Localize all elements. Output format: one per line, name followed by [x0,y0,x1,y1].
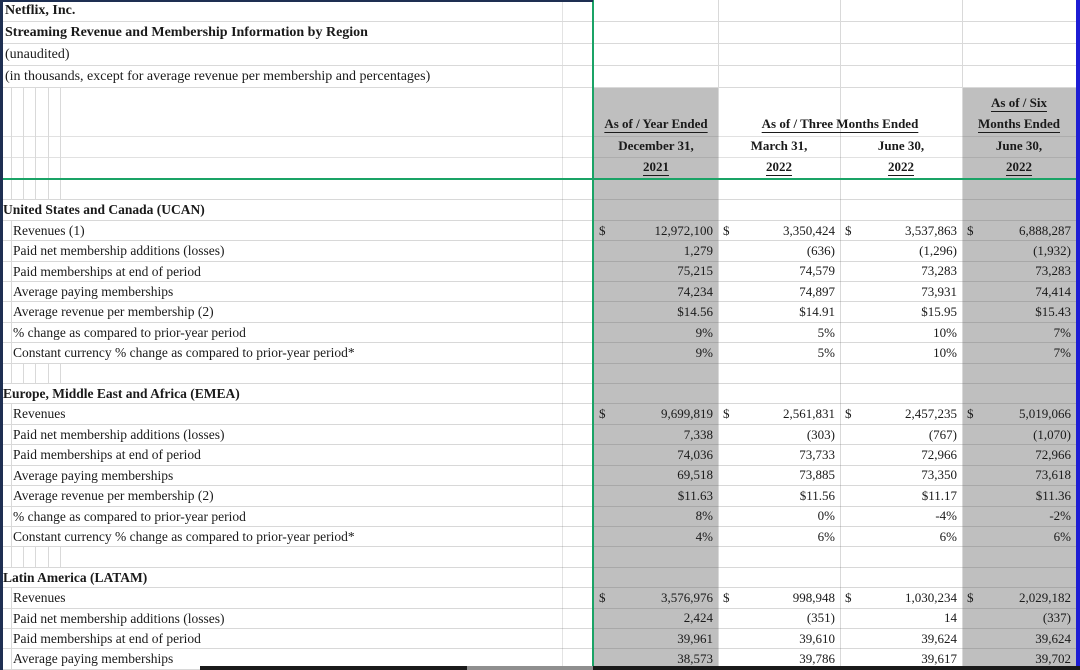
cell[interactable] [718,629,840,648]
cell[interactable] [962,629,1076,648]
row-label[interactable]: Revenues [13,590,66,606]
grid-tick [60,364,61,383]
grid-tick [11,364,12,383]
grid-tick [48,547,49,566]
cell-value: 73,885 [799,467,835,483]
section-header-label[interactable]: Latin America (LATAM) [3,569,148,585]
col-group-three-months[interactable]: As of / Three Months Ended [761,116,919,131]
cell-value: 7% [1053,324,1071,340]
sheet-row-data[interactable] [0,404,1080,424]
dollar-sign: $ [845,222,852,238]
row-label[interactable]: % change as compared to prior-year period [13,508,246,524]
cell[interactable] [962,527,1076,546]
title-block [0,0,1080,88]
row-label[interactable]: Paid memberships at end of period [13,263,201,279]
cell-value: (303) [806,426,835,442]
cell[interactable] [718,221,840,240]
grid-tick [11,88,12,180]
grid-tick [11,221,12,240]
cell[interactable] [718,262,840,281]
grid-tick [11,343,12,362]
cell-value: 5% [817,344,835,360]
dollar-sign: $ [599,222,606,238]
cell-value: $11.17 [921,487,957,503]
cell-value: 6,888,287 [1019,222,1071,238]
cell[interactable] [594,323,718,342]
grid-tick [11,262,12,281]
sheet-row-spacer [0,364,1080,384]
cell-value: 8% [695,508,713,524]
grid-tick [35,364,36,383]
cell-value: 39,610 [799,630,835,646]
cell[interactable] [718,466,840,485]
col-date-dec31[interactable]: December 31, [618,138,694,153]
cell[interactable] [594,507,718,526]
row-label[interactable]: Paid memberships at end of period [13,447,201,463]
grid-tick [11,527,12,546]
sheet-row-data[interactable] [0,629,1080,649]
cell-value: 6% [939,528,957,544]
grid-tick [23,547,24,566]
cell-value: 0% [817,508,835,524]
cell-value: $11.56 [799,487,835,503]
cell-value: 3,576,976 [661,589,713,605]
dollar-sign: $ [723,222,730,238]
col-year-2022-q2[interactable]: 2022 [888,159,914,174]
cell-value: 2,029,182 [1019,589,1071,605]
cell[interactable] [840,466,962,485]
grid-tick [48,180,49,199]
cell-value: 73,283 [1035,263,1071,279]
col-date-jun30-six[interactable]: June 30, [995,138,1043,153]
cell-value: 1,279 [683,242,713,258]
cell-value: 2,561,831 [783,406,835,422]
cell[interactable] [594,486,718,505]
cell[interactable] [718,404,840,423]
cell-value: 12,972,100 [654,222,713,238]
cell-value: 10% [933,344,957,360]
grid-tick [35,547,36,566]
cell-value: 5% [817,324,835,340]
company-name-cell[interactable]: Netflix, Inc. [0,0,1080,22]
cell[interactable] [962,262,1076,281]
col-year-2022-q1[interactable]: 2022 [766,159,792,174]
row-label[interactable]: Average paying memberships [13,467,174,483]
grid-tick [11,486,12,505]
row-label[interactable]: Constant currency % change as compared to prior-year period* [13,345,355,361]
dollar-sign: $ [599,589,606,605]
grid-tick [23,364,24,383]
sheet-row-data[interactable] [0,282,1080,302]
grid-tick [48,364,49,383]
col-year-2022-six[interactable]: 2022 [1006,159,1032,174]
grid-tick [11,241,12,260]
dollar-sign: $ [845,589,852,605]
grid-tick [35,88,36,180]
sheet-row-data[interactable] [0,507,1080,527]
cell[interactable] [840,241,962,260]
sheet-row-empty [0,180,1080,200]
cell-value: $15.95 [921,304,957,320]
cell[interactable] [840,282,962,301]
cell-value: 4% [695,528,713,544]
cell-value: (1,070) [1033,426,1071,442]
cell-value: 38,573 [677,651,713,667]
cell[interactable] [594,527,718,546]
cell-value: 74,036 [677,446,713,462]
grid-tick [11,547,12,566]
cell-value: 74,414 [1035,283,1071,299]
cell[interactable] [594,221,718,240]
cell[interactable] [594,445,718,464]
data-rows [0,180,1080,670]
col-year-2021[interactable]: 2021 [643,159,669,174]
dollar-sign: $ [599,406,606,422]
cell[interactable] [840,486,962,505]
cell-value: 9% [695,344,713,360]
row-label[interactable]: Paid net membership additions (losses) [13,426,225,442]
sheet-row-data[interactable] [0,466,1080,486]
cell-value: 6% [817,528,835,544]
row-label[interactable]: Average revenue per membership (2) [13,304,214,320]
pane-break-horizontal-line [0,178,1080,180]
grid-tick [11,425,12,444]
sheet-right-border [1076,0,1080,670]
cell[interactable] [962,302,1076,321]
cell[interactable] [718,486,840,505]
sheet-row-section[interactable] [0,200,1080,220]
cell[interactable] [840,629,962,648]
cell[interactable] [840,609,962,628]
column-headers [0,88,1080,180]
cell[interactable] [594,262,718,281]
grid-tick [11,609,12,628]
grid-tick [11,282,12,301]
sheet-row-data[interactable] [0,609,1080,629]
row-label[interactable]: % change as compared to prior-year period [13,324,246,340]
sheet-row-data[interactable] [0,302,1080,322]
cell-value: 1,030,234 [905,589,957,605]
grid-tick [11,507,12,526]
grid-tick [60,88,61,180]
cell-value: $11.36 [1035,487,1071,503]
cell-value: (337) [1042,610,1071,626]
cell[interactable] [840,262,962,281]
grid-tick [11,323,12,342]
cell[interactable] [718,588,840,607]
grid-tick [23,180,24,199]
cell[interactable] [718,527,840,546]
cell-value: $15.43 [1035,304,1071,320]
cell-value: 75,215 [677,263,713,279]
cell-value: 39,702 [1035,651,1071,667]
sheet-row-spacer [0,547,1080,567]
grid-tick [11,588,12,607]
cell[interactable] [962,609,1076,628]
cell[interactable] [962,241,1076,260]
sheet-row-section[interactable] [0,384,1080,404]
bottom-edge-bar [593,666,1080,670]
sheet-row-data[interactable] [0,425,1080,445]
sheet-row-data[interactable] [0,323,1080,343]
cell-value: 73,283 [921,263,957,279]
sheet-row-data[interactable] [0,445,1080,465]
cell[interactable] [718,343,840,362]
cell[interactable] [962,466,1076,485]
cell[interactable] [840,343,962,362]
cell[interactable] [962,404,1076,423]
cell[interactable] [840,221,962,240]
col-date-mar31[interactable]: March 31, [750,138,808,153]
cell-value: 998,948 [792,589,835,605]
cell-value: 72,966 [921,446,957,462]
pane-break-vertical-line [592,0,594,670]
cell-value: 39,624 [921,630,957,646]
cell-value: 73,618 [1035,467,1071,483]
row-label[interactable]: Average paying memberships [13,651,174,667]
report-title-cell[interactable]: Streaming Revenue and Membership Information by Region [0,22,1080,44]
row-label[interactable]: Paid net membership additions (losses) [13,610,225,626]
cell-value: 39,624 [1035,630,1071,646]
sheet-row-data[interactable] [0,527,1080,547]
col-group-year-ended[interactable]: As of / Year Ended [604,116,708,131]
cell-value: (1,296) [919,242,957,258]
unaudited-note-cell[interactable]: (unaudited) [0,44,1080,66]
sheet-row-data[interactable] [0,588,1080,608]
cell[interactable] [962,425,1076,444]
cell-value: (1,932) [1033,242,1071,258]
grid-tick [60,547,61,566]
row-label[interactable]: Constant currency % change as compared to prior-year period* [13,528,355,544]
sheet-row-data[interactable] [0,241,1080,261]
cell-value: 2,424 [683,610,713,626]
dollar-sign: $ [967,222,974,238]
cell[interactable] [594,404,718,423]
cell-value: 69,518 [677,467,713,483]
cell-value: 39,786 [799,651,835,667]
cell[interactable] [962,343,1076,362]
cell-value: 6% [1053,528,1071,544]
cell[interactable] [594,609,718,628]
bottom-edge-bar [200,666,467,670]
cell-value: 9,699,819 [661,406,713,422]
cell-value: 74,579 [799,263,835,279]
cell[interactable] [840,425,962,444]
cell[interactable] [840,588,962,607]
cell[interactable] [962,282,1076,301]
cell[interactable] [594,425,718,444]
grid-tick [11,445,12,464]
cell[interactable] [840,323,962,342]
cell-value: 7,338 [683,426,713,442]
cell[interactable] [840,507,962,526]
grid-tick [11,302,12,321]
cell[interactable] [718,302,840,321]
units-note-cell[interactable]: (in thousands, except for average revenue per membership and percentages) [0,66,1080,88]
grid-tick [60,180,61,199]
cell[interactable] [718,507,840,526]
cell-value: $14.91 [799,304,835,320]
sheet-row-data[interactable] [0,262,1080,282]
cell[interactable] [594,588,718,607]
row-label[interactable]: Revenues (1) [13,222,85,238]
row-label[interactable]: Revenues [13,406,66,422]
cell-value: 73,931 [921,283,957,299]
cell-value: $14.56 [677,304,713,320]
cell-value: 72,966 [1035,446,1071,462]
cell-value: (767) [928,426,957,442]
cell[interactable] [718,282,840,301]
cell[interactable] [594,466,718,485]
cell[interactable] [594,343,718,362]
cell[interactable] [718,323,840,342]
cell-value: 74,234 [677,283,713,299]
cell-value: (351) [806,610,835,626]
cell-value: 74,897 [799,283,835,299]
cell[interactable] [594,629,718,648]
col-group-six-months-line1[interactable]: As of / Six [991,95,1047,110]
grid-tick [35,180,36,199]
sheet-row-data[interactable] [0,221,1080,241]
dollar-sign: $ [967,589,974,605]
cell[interactable] [594,241,718,260]
grid-tick [11,180,12,199]
grid-tick [11,466,12,485]
bottom-edge-bar [467,666,593,670]
cell-value: 9% [695,324,713,340]
cell[interactable] [718,609,840,628]
cell-value: 39,961 [677,630,713,646]
cell[interactable] [962,486,1076,505]
cell[interactable] [594,282,718,301]
row-label[interactable]: Average paying memberships [13,284,174,300]
cell[interactable] [962,507,1076,526]
cell[interactable] [840,445,962,464]
grid-tick [11,629,12,648]
dollar-sign: $ [845,406,852,422]
cell-value: 3,350,424 [783,222,835,238]
sheet-row-data[interactable] [0,343,1080,363]
cell-value: 7% [1053,344,1071,360]
cell-value: 39,617 [921,651,957,667]
sheet-row-section[interactable] [0,568,1080,588]
dollar-sign: $ [723,406,730,422]
grid-tick [11,649,12,668]
cell-value: -4% [935,508,957,524]
cell[interactable] [840,404,962,423]
cell[interactable] [718,241,840,260]
cell[interactable] [718,425,840,444]
cell[interactable] [840,527,962,546]
col-date-jun30[interactable]: June 30, [877,138,925,153]
row-label[interactable]: Paid memberships at end of period [13,630,201,646]
sheet-left-border [0,0,3,670]
cell-value: 10% [933,324,957,340]
dollar-sign: $ [723,589,730,605]
cell[interactable] [594,302,718,321]
cell[interactable] [840,302,962,321]
dollar-sign: $ [967,406,974,422]
cell[interactable] [962,221,1076,240]
cell[interactable] [718,445,840,464]
sheet-top-border [0,0,593,2]
cell[interactable] [962,588,1076,607]
cell-value: $11.63 [677,487,713,503]
section-header-label[interactable]: United States and Canada (UCAN) [3,202,205,218]
cell-value: (636) [806,242,835,258]
cell-value: 14 [944,610,957,626]
cell-value: 73,350 [921,467,957,483]
cell[interactable] [962,323,1076,342]
grid-tick [11,404,12,423]
grid-tick [23,88,24,180]
row-label[interactable]: Average revenue per membership (2) [13,488,214,504]
grid-tick [48,88,49,180]
row-label[interactable]: Paid net membership additions (losses) [13,243,225,259]
cell-value: 2,457,235 [905,406,957,422]
sheet-row-data[interactable] [0,486,1080,506]
cell-value: 5,019,066 [1019,406,1071,422]
cell[interactable] [962,445,1076,464]
cell-value: 3,537,863 [905,222,957,238]
col-group-six-months-line2[interactable]: Months Ended [978,116,1060,131]
section-header-label[interactable]: Europe, Middle East and Africa (EMEA) [3,386,240,402]
cell-value: 73,733 [799,446,835,462]
cell-value: -2% [1049,508,1071,524]
